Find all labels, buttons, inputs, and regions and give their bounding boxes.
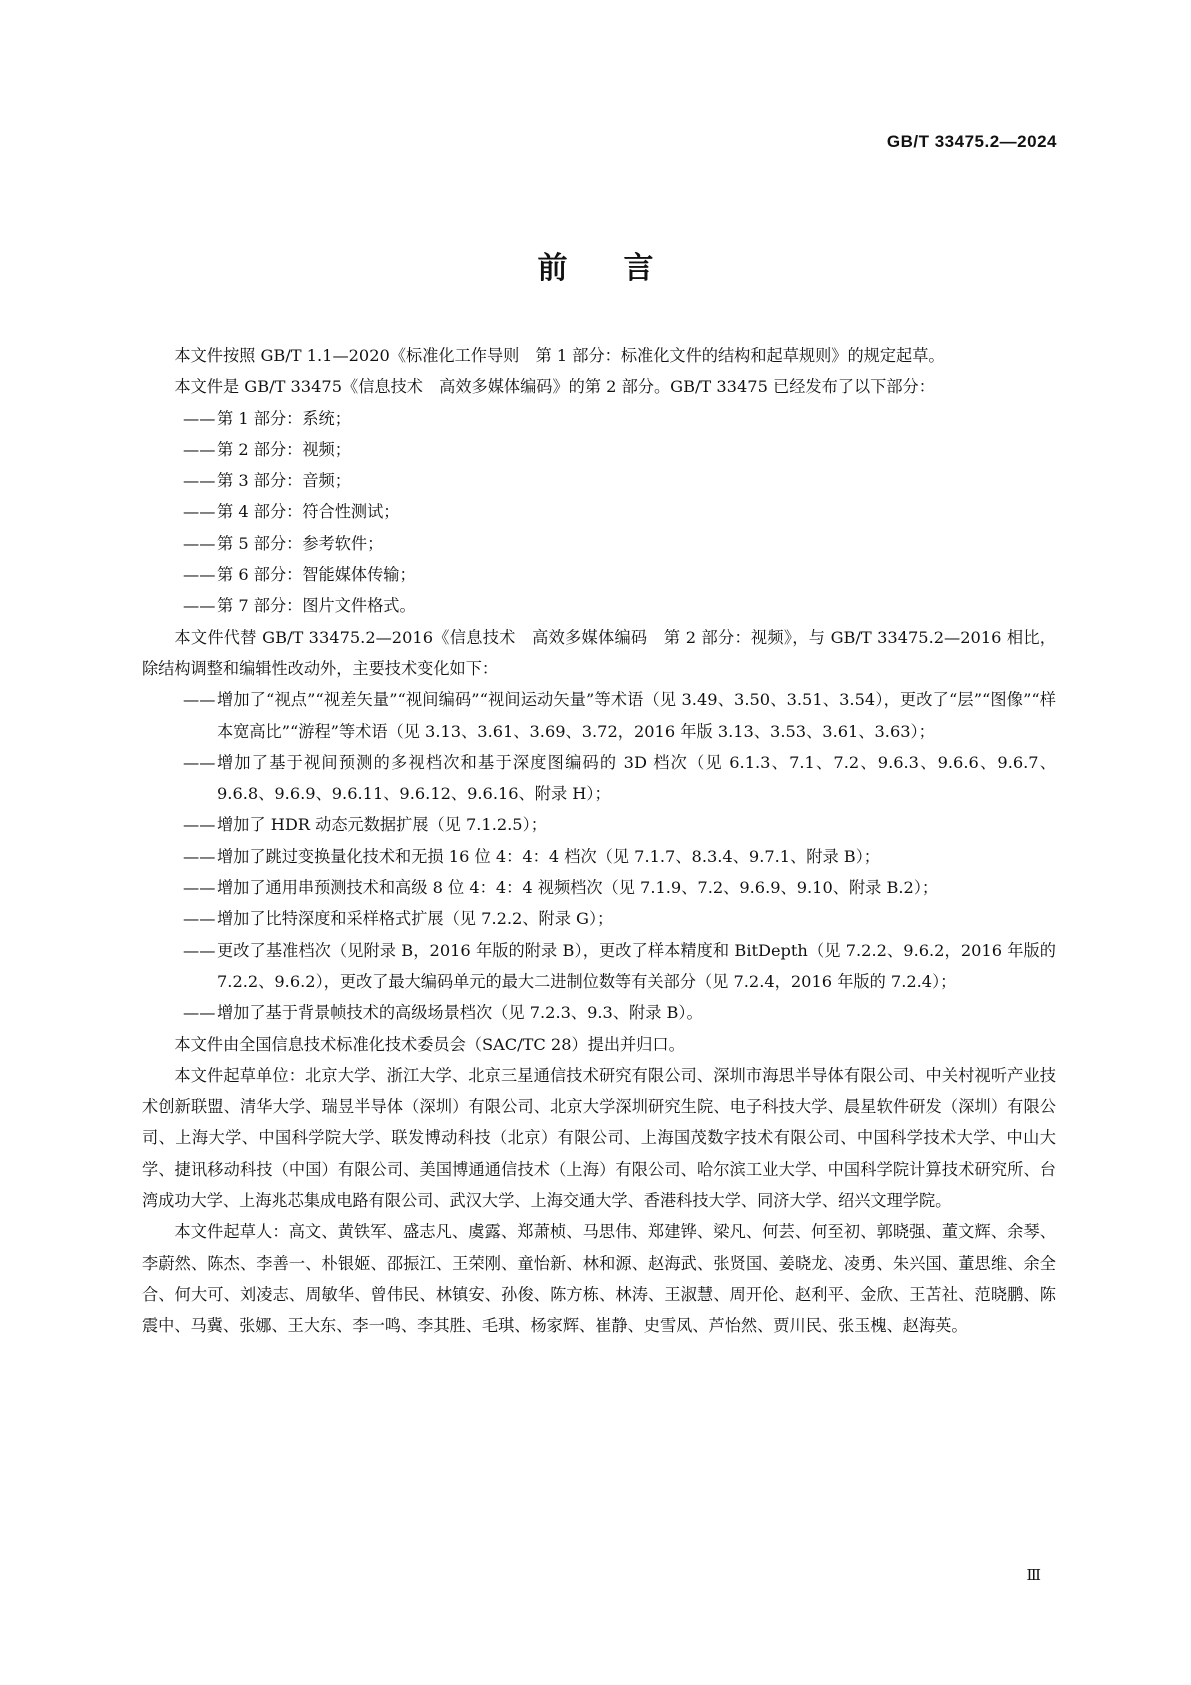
page-title: 前言 xyxy=(537,251,710,286)
change-item: —— 增加了“视点”“视差矢量”“视间编码”“视间运动矢量”等术语（见 3.49、3.50、3.51、3.54），更改了“层”“图像”“样本宽高比”“游程”等术语（见 3.13、3.61、3.69、3.72，2016 年版 3.13、3.53、3.61、3.63）； xyxy=(142,684,1056,747)
standard-code: GB/T 33475.2—2024 xyxy=(886,132,1057,151)
change-item: —— 更改了基准档次（见附录 B，2016 年版的附录 B），更改了样本精度和 BitDepth（见 7.2.2、9.6.2，2016 年版的 7.2.2、9.6.2），更改了最大编码单元的最大二进制位数等有关部分（见 7.2.4，2016 年版的 7.2.4）； xyxy=(142,935,1056,998)
list-item: —— 第 2 部分：视频； xyxy=(142,434,1056,465)
list-item: —— 第 4 部分：符合性测试； xyxy=(142,496,1056,527)
change-item: —— 增加了 HDR 动态元数据扩展（见 7.1.2.5）； xyxy=(142,809,1056,840)
change-item: —— 增加了跳过变换量化技术和无损 16 位 4：4：4 档次（见 7.1.7、8.3.4、9.7.1、附录 B）； xyxy=(142,841,1056,872)
page-number: Ⅲ xyxy=(1026,1566,1041,1584)
paragraph-drafters: 本文件起草人：高文、黄铁军、盛志凡、虞露、郑萧桢、马思伟、郑建铧、梁凡、何芸、何至初、郭晓强、董文辉、余琴、李蔚然、陈杰、李善一、朴银姬、邵振江、王荣刚、童怡新、林和源、赵海武、张贤国、姜晓龙、凌勇、朱兴国、董思维、余全合、何大可、刘凌志、周敏华、曾伟民、林镇安、孙俊、陈方栋、林涛、王淑慧、周开伦、赵利平、金欣、王苫社、范晓鹏、陈震中、马冀、张娜、王大东、李一鸣、李其胜、毛琪、杨家辉、崔静、史雪凤、芦怡然、贾川民、张玉槐、赵海英。 xyxy=(142,1222,1056,1336)
paragraph-series-intro: 本文件是 GB/T 33475《信息技术 高效多媒体编码》的第 2 部分。GB/T 33475 已经发布了以下部分： xyxy=(174,377,935,397)
paragraph-drafting-rules: 本文件按照 GB/T 1.1—2020《标准化工作导则 第 1 部分：标准化文件的结构和起草规则》的规定起草。 xyxy=(174,346,945,365)
preface-body xyxy=(142,340,1056,1342)
list-item: —— 第 6 部分：智能媒体传输； xyxy=(142,559,1056,590)
list-item: —— 第 1 部分：系统； xyxy=(142,403,1056,434)
change-item: —— 增加了基于视间预测的多视档次和基于深度图编码的 3D 档次（见 6.1.3、7.1、7.2、9.6.3、9.6.6、9.6.7、9.6.8、9.6.9、9.6.11、9.6.12、9.6.16、附录 H）； xyxy=(142,747,1056,810)
paragraph-replacement: 本文件代替 GB/T 33475.2—2016《信息技术 高效多媒体编码 第 2 部分：视频》，与 GB/T 33475.2—2016 相比，除结构调整和编辑性改动外，主要技术变化如下： xyxy=(142,627,1056,678)
change-item: —— 增加了比特深度和采样格式扩展（见 7.2.2、附录 G）； xyxy=(142,903,1056,934)
list-item: —— 第 3 部分：音频； xyxy=(142,465,1056,496)
change-item: —— 增加了基于背景帧技术的高级场景档次（见 7.2.3、9.3、附录 B）。 xyxy=(142,997,1056,1028)
paragraph-drafting-units: 本文件起草单位：北京大学、浙江大学、北京三星通信技术研究有限公司、深圳市海思半导体有限公司、中关村视听产业技术创新联盟、清华大学、瑞昱半导体（深圳）有限公司、北京大学深圳研究生院、电子科技大学、晨星软件研发（深圳）有限公司、上海大学、中国科学院大学、联发博动科技（北京）有限公司、上海国茂数字技术有限公司、中国科学技术大学、中山大学、捷讯移动科技（中国）有限公司、美国博通通信技术（上海）有限公司、哈尔滨工业大学、中国科学院计算技术研究所、台湾成功大学、上海兆芯集成电路有限公司、武汉大学、上海交通大学、香港科技大学、同济大学、绍兴文理学院。 xyxy=(142,1065,1056,1211)
paragraph-committee: 本文件由全国信息技术标准化技术委员会（SAC/TC 28）提出并归口。 xyxy=(174,1034,685,1054)
list-item: —— 第 7 部分：图片文件格式。 xyxy=(142,590,1056,621)
list-item: —— 第 5 部分：参考软件； xyxy=(142,528,1056,559)
change-item: —— 增加了通用串预测技术和高级 8 位 4：4：4 视频档次（见 7.1.9、7.2、9.6.9、9.10、附录 B.2）； xyxy=(142,872,1056,903)
